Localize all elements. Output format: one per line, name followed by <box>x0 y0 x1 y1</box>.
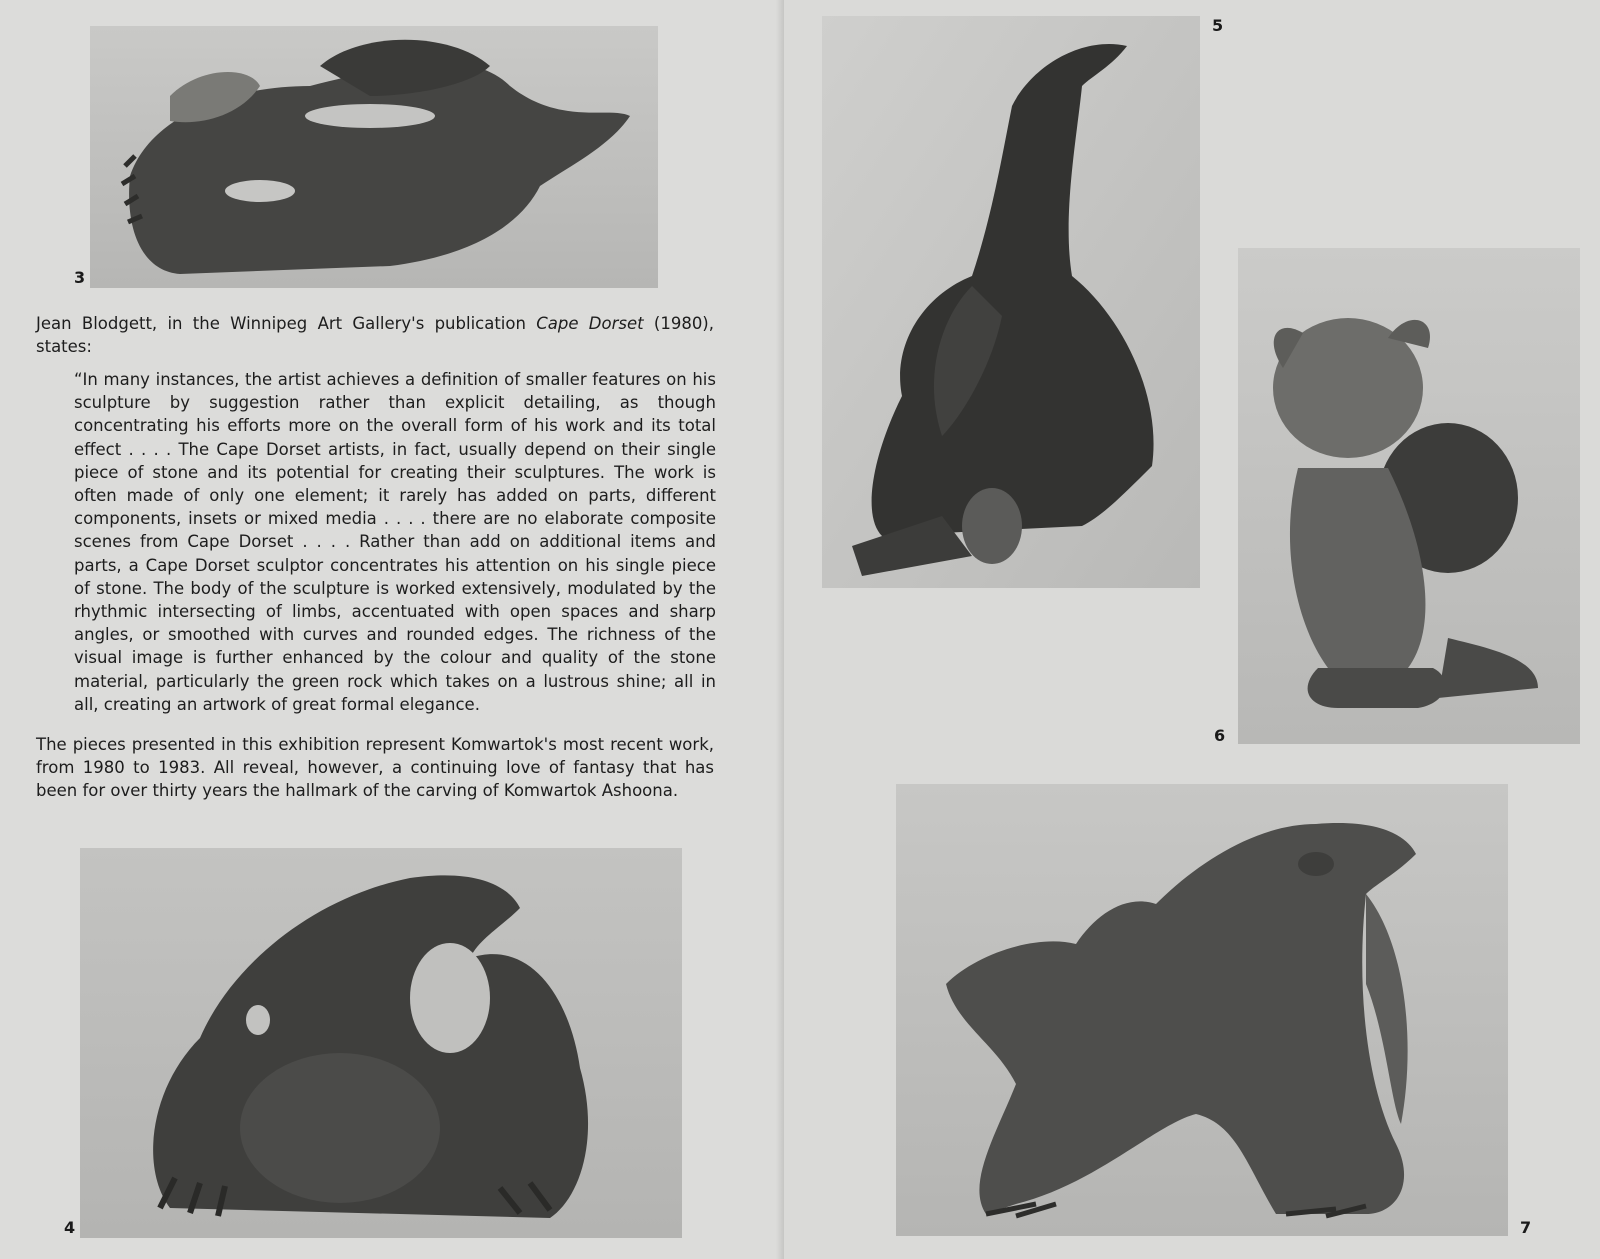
quote-text: “In many instances, the artist achieves a definition of smaller features on his sculpture by suggestion rather than explicit detailing, as though concentrating his efforts more on the overall form of his work and its total effect . . . . The Cape Dorset artists, in fact, usually depend on their single piece of stone and its potential for creating their sculptures. The work is often made of only one element; it rarely has added on parts, different components, insets or mixed media . . . . there are no elaborate composite scenes from Cape Dorset . . . . Rather than add on additional items and parts, a Cape Dorset sculptor concentrates his attention on his single piece of stone. The body of the sculpture is worked extensively, modulated by the rhythmic intersecting of limbs, accentuated with open spaces and sharp angles, or smoothed with curves and rounded edges. The richness of the visual image is further enhanced by the colour and quality of the stone material, particularly the green rock which takes on a lustrous shine; all in all, creating an artwork of great formal elegance. <box>74 370 716 714</box>
publication-title: Cape Dorset <box>536 314 644 333</box>
figure-6-sculpture-image <box>1238 248 1580 744</box>
figure-4-sculpture-image <box>80 848 682 1238</box>
figure-5-number: 5 <box>1212 16 1224 35</box>
intro-text-before-title: Jean Blodgett, in the Winnipeg Art Gallery's publication <box>36 314 537 333</box>
figure-5-sculpture-image <box>822 16 1200 588</box>
figure-6-photo <box>1238 248 1580 744</box>
figure-7-number: 7 <box>1520 1218 1532 1237</box>
closing-paragraph <box>36 733 714 803</box>
closing-text: The pieces presented in this exhibition represent Komwartok's most recent work, from 1980 to 1983. All reveal, however, a continuing love of fantasy that has been for over thirty years the hallmark of the carving of Komwartok Ashoona. <box>36 735 714 801</box>
intro-text-after-title: (1980), states: <box>36 314 714 357</box>
block-quote <box>74 368 716 716</box>
right-page <box>784 0 1600 1259</box>
figure-3-photo <box>90 26 658 288</box>
figure-3-sculpture-image <box>90 26 658 288</box>
intro-paragraph <box>36 312 714 358</box>
figure-5-photo <box>822 16 1200 588</box>
figure-3-number: 3 <box>74 268 86 287</box>
figure-4-number: 4 <box>64 1218 76 1237</box>
figure-4-photo <box>80 848 682 1238</box>
figure-7-sculpture-image <box>896 784 1508 1236</box>
figure-6-number: 6 <box>1214 726 1226 745</box>
figure-7-photo <box>896 784 1508 1236</box>
left-page <box>0 0 784 1259</box>
